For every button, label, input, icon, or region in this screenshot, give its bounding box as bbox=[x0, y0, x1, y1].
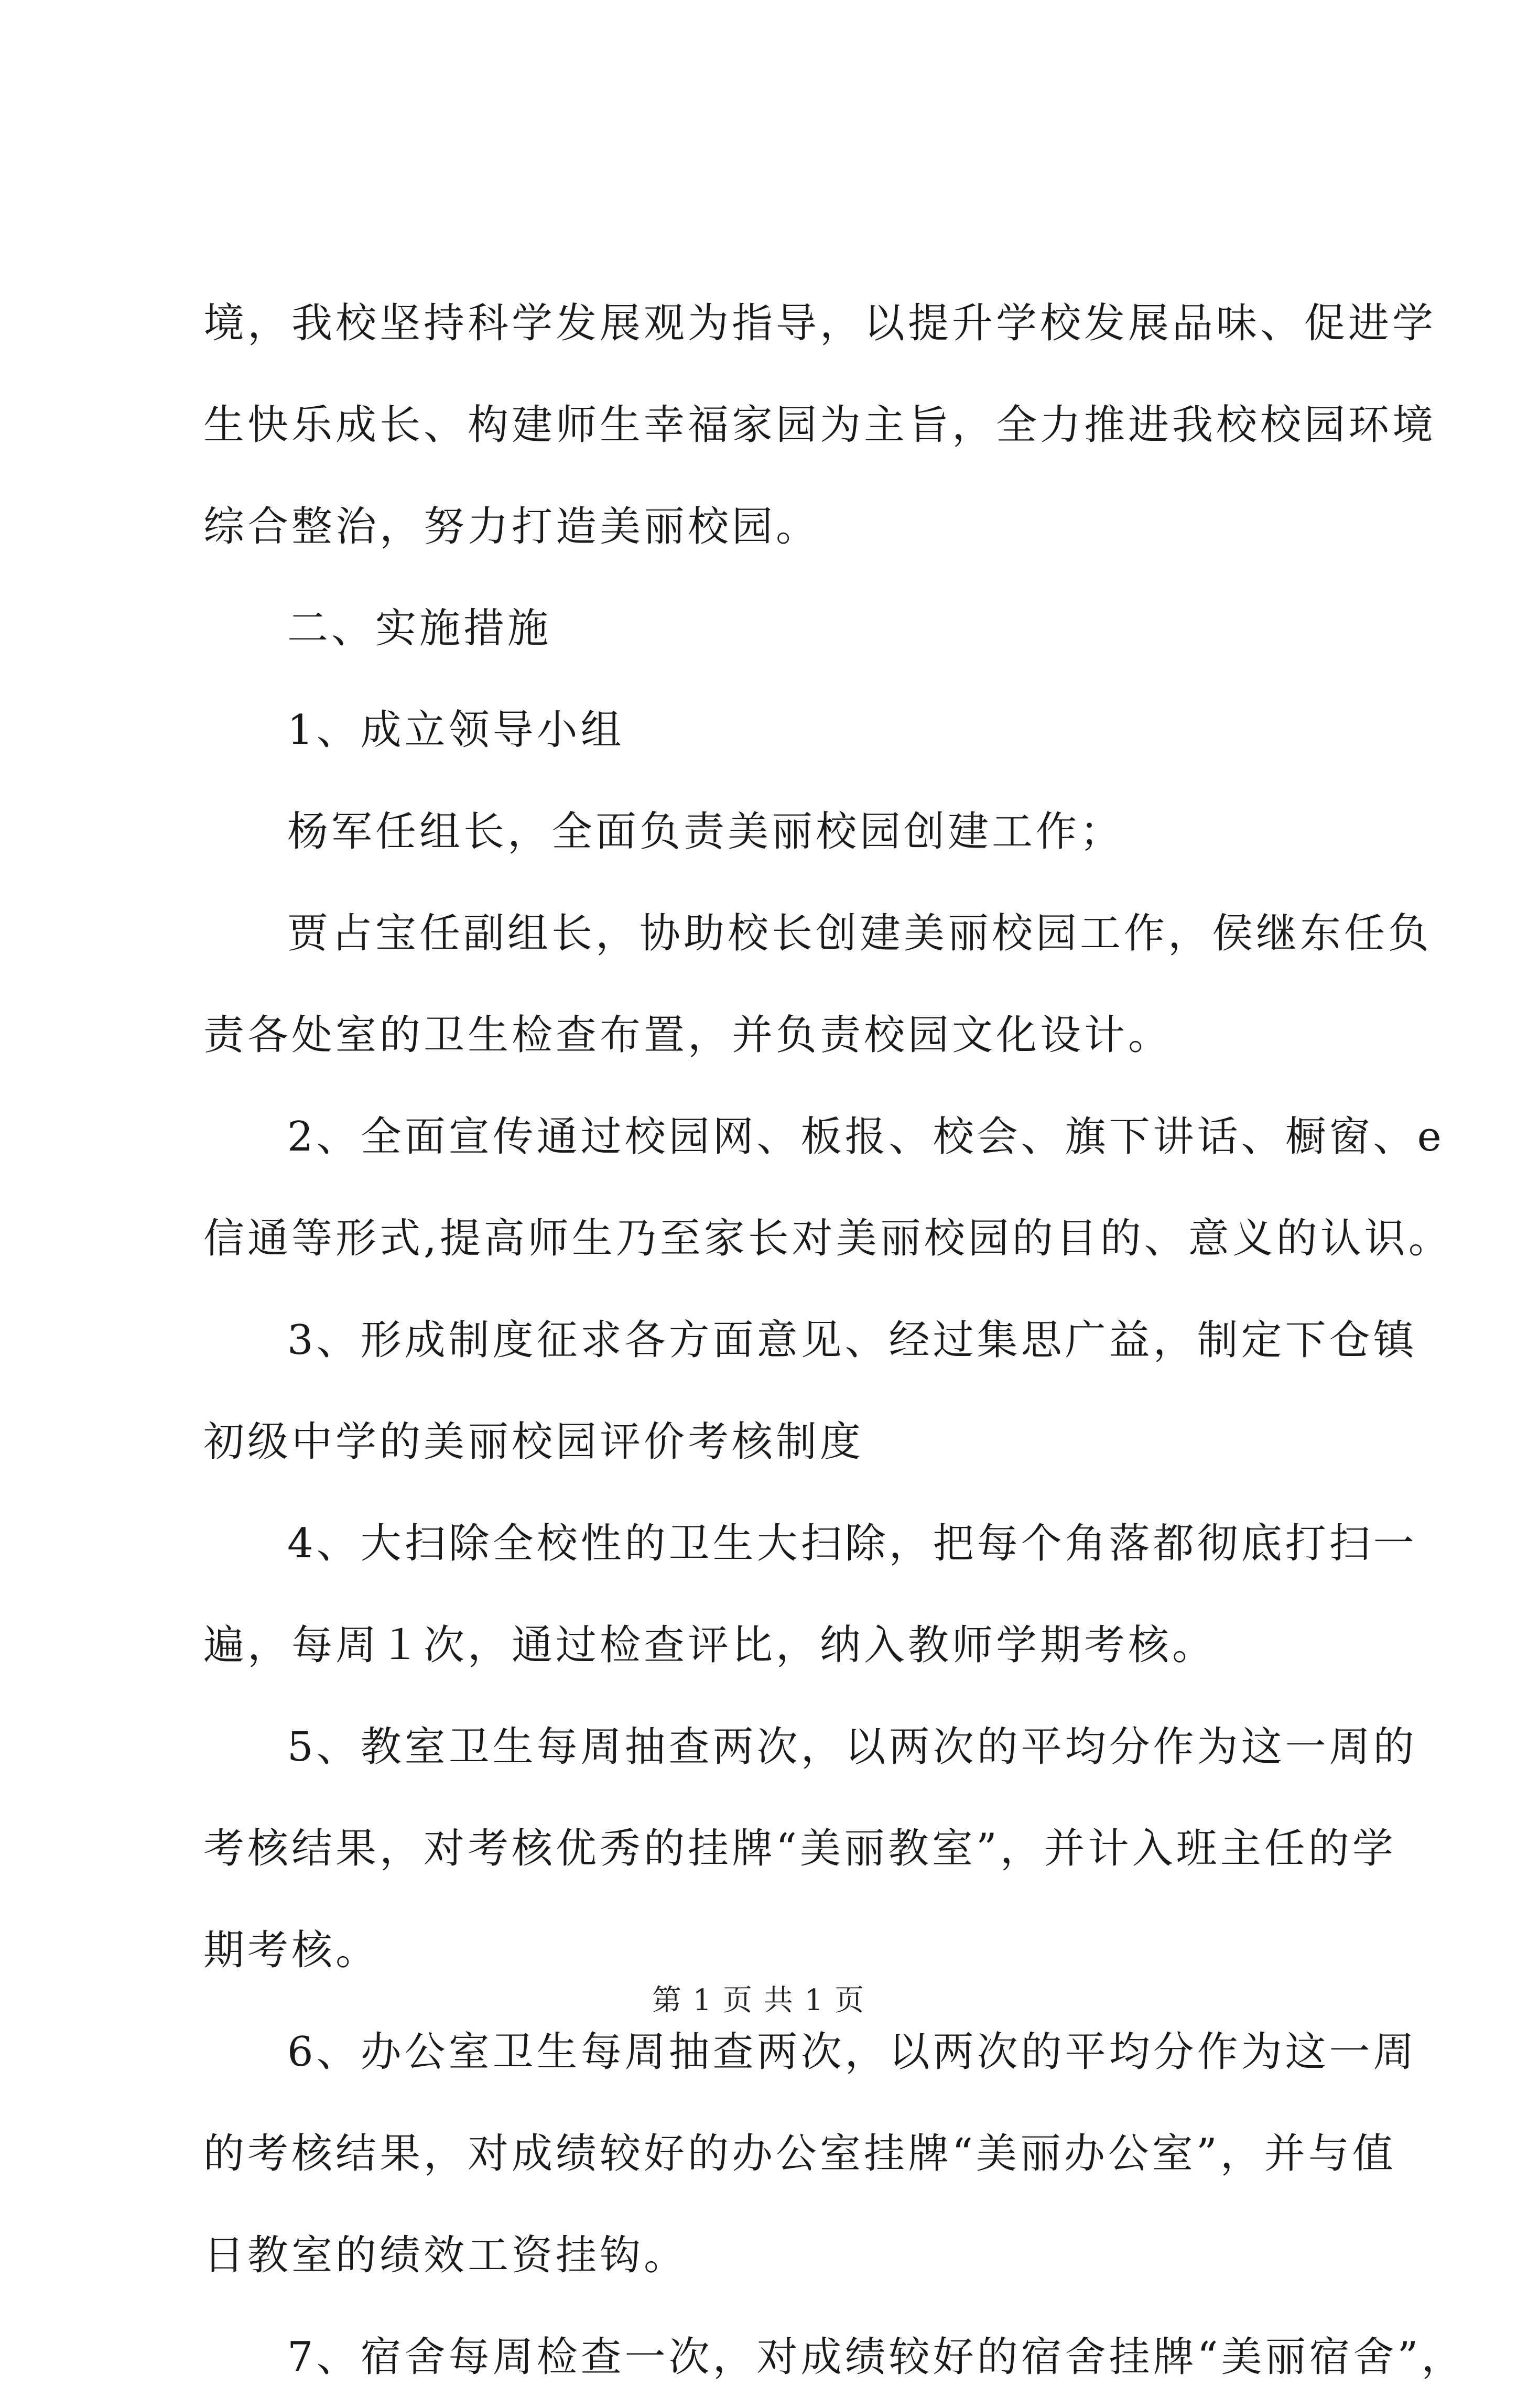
page-footer: 第 1 页 共 1 页 bbox=[652, 1983, 865, 2017]
text-line: 信通等形式,提高师生乃至家长对美丽校园的目的、意义的认识。 bbox=[203, 1215, 1453, 1262]
text-line: 期考核。 bbox=[203, 1927, 380, 1974]
document-body bbox=[203, 273, 1466, 2408]
text-line: 生快乐成长、构建师生幸福家园为主旨，全力推进我校校园环境 bbox=[203, 402, 1437, 449]
text-line: 遍，每周１次，通过检查评比，纳入教师学期考核。 bbox=[203, 1622, 1217, 1669]
text-line: 境，我校坚持科学发展观为指导，以提升学校发展品味、促进学 bbox=[203, 300, 1437, 347]
text-line: 7、宿舍每周检查一次，对成绩较好的宿舍挂牌“美丽宿舍”， bbox=[287, 2334, 1466, 2381]
text-line: 1、成立领导小组 bbox=[287, 707, 625, 754]
text-line: 贾占宝任副组长，协助校长创建美丽校园工作，侯继东任负 bbox=[287, 910, 1433, 957]
text-line: 杨军任组长，全面负责美丽校园创建工作； bbox=[287, 808, 1124, 855]
text-line: 的考核结果，对成绩较好的办公室挂牌“美丽办公室”，并与值 bbox=[203, 2130, 1396, 2177]
text-line: 2、全面宣传通过校园网、板报、校会、旗下讲话、橱窗、e bbox=[287, 1113, 1445, 1160]
text-line: 综合整治，努力打造美丽校园。 bbox=[203, 503, 820, 550]
text-line: 日教室的绩效工资挂钩。 bbox=[203, 2232, 688, 2279]
text-line: 4、大扫除全校性的卫生大扫除，把每个角落都彻底打扫一 bbox=[287, 1520, 1417, 1567]
text-line: 5、教室卫生每周抽查两次，以两次的平均分作为这一周的 bbox=[287, 1723, 1417, 1771]
text-line: 考核结果，对考核优秀的挂牌“美丽教室”，并计入班主任的学 bbox=[203, 1825, 1396, 1872]
text-line: 初级中学的美丽校园评价考核制度 bbox=[203, 1418, 864, 1466]
text-line: 6、办公室卫生每周抽查两次，以两次的平均分作为这一周 bbox=[287, 2029, 1417, 2076]
text-line: 责各处室的卫生检查布置，并负责校园文化设计。 bbox=[203, 1012, 1173, 1059]
text-line: 3、形成制度征求各方面意见、经过集思广益，制定下仓镇 bbox=[287, 1317, 1417, 1364]
text-line: 二、实施措施 bbox=[287, 605, 552, 652]
